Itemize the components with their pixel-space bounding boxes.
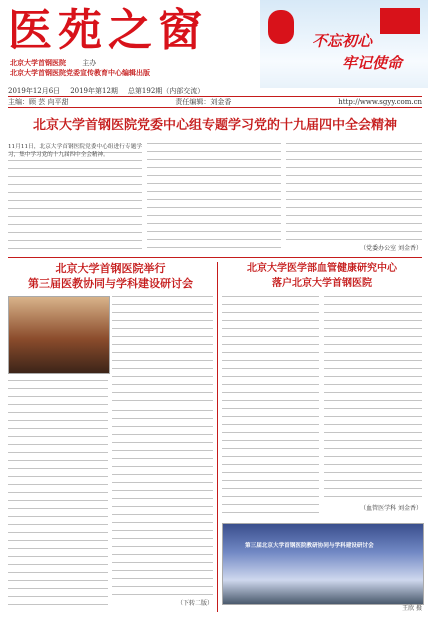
article-2-headline-2: 第三届医教协同与学科建设研讨会	[28, 277, 193, 290]
article-2-column-1	[8, 380, 108, 610]
flag-icon	[380, 8, 420, 34]
lantern-icon	[268, 10, 294, 44]
article-3-column-2	[324, 296, 422, 502]
masthead-banner	[260, 0, 428, 88]
divider	[8, 257, 422, 258]
article-3-photo	[222, 523, 424, 605]
editor-line	[8, 96, 422, 108]
publisher-dept: 北京大学首钢医院党委宣传教育中心编辑出版	[10, 68, 150, 77]
article-2-continued: （下转二版）	[176, 600, 213, 607]
chief-editors: 主编：顾 芸 向平甜	[8, 98, 69, 106]
article-1-column-2	[147, 143, 281, 252]
responsible-editor: 责任编辑：刘金香	[175, 98, 232, 106]
banner-slogan-2: 牢记使命	[342, 54, 403, 72]
issue-number: 2019年第12期	[70, 87, 118, 95]
article-3-headline-1: 北京大学医学部血管健康研究中心	[247, 263, 397, 274]
article-3-headline-2: 落户北京大学首钢医院	[272, 278, 372, 289]
publisher-name: 北京大学首钢医院	[10, 58, 66, 67]
article-2-column-2	[112, 410, 213, 596]
article-1-column-1	[8, 152, 142, 252]
article-2-beside-photo	[112, 296, 213, 406]
website-link[interactable]: http://www.sgyy.com.cn	[338, 98, 422, 106]
banner-slogan-1: 不忘初心	[312, 32, 373, 50]
article-1-lead: 11月11日，北京大学首钢医院党委中心组进行专题学习，集中学习党的十九届四中全会精神。	[8, 144, 142, 158]
article-3-byline: （血管医学科 刘金香）	[360, 505, 422, 512]
article-2-headline-1: 北京大学首钢医院举行	[55, 262, 166, 275]
total-issue: 总第192期（内部交流）	[127, 87, 205, 95]
masthead	[0, 0, 430, 104]
issue-date: 2019年12月6日	[8, 87, 61, 95]
photo-banner-text: 第三届北京大学首钢医院教研协同与学科建设研讨会	[245, 543, 374, 549]
publisher-role: 主办	[82, 59, 97, 67]
article-2-photo	[8, 296, 110, 374]
dateline	[8, 86, 422, 96]
article-3-column-1	[222, 296, 319, 518]
masthead-publisher	[10, 58, 200, 78]
article-1-byline: （党委办公室 刘金香）	[360, 245, 422, 252]
column-divider	[217, 262, 218, 612]
masthead-title: 医苑之窗	[8, 5, 208, 56]
article-1-column-3	[286, 143, 422, 243]
article-3-photo-credit: 王欣 摄	[402, 605, 422, 612]
lead-headline: 北京大学首钢医院党委中心组专题学习党的十九届四中全会精神	[32, 118, 397, 133]
